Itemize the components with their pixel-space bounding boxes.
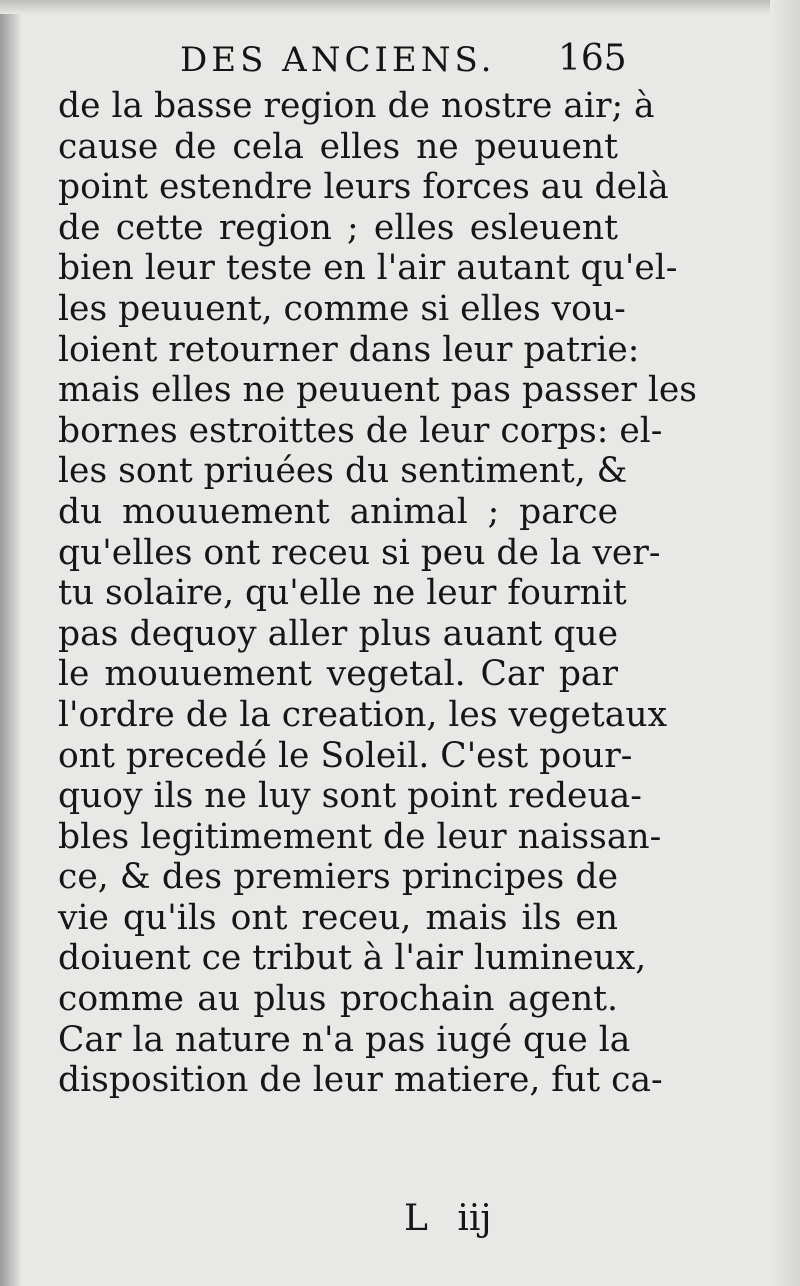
text-line: doiuent ce tribut à l'air lumineux, (58, 938, 647, 979)
text-line: point estendre leurs forces au delà (58, 167, 669, 208)
text-line: bles legitimement de leur naissan- (58, 816, 662, 857)
text-line: qu'elles ont receu si peu de la ver- (58, 532, 661, 573)
page-top-shadow (0, 0, 800, 14)
text-line: Car la nature n'a pas iugé que la (58, 1019, 631, 1060)
text-line: tu solaire, qu'elle ne leur fournit (58, 573, 627, 614)
text-line: bien leur teste en l'air autant qu'el- (58, 248, 678, 289)
text-line: le mouuement vegetal. Car par (58, 654, 618, 695)
text-line: de la basse region de nostre air; à (58, 86, 655, 126)
text-line: ce, & des premiers principes de (58, 857, 618, 898)
page-right-margin (770, 0, 800, 1286)
body-text (58, 86, 697, 1101)
text-line: loient retourner dans leur patrie: (58, 329, 640, 370)
text-line: bornes estroittes de leur corps: el- (58, 410, 663, 451)
page-gutter-shadow (0, 0, 22, 1286)
text-line: vie qu'ils ont receu, mais ils en (58, 897, 618, 938)
page-number: 165 (558, 38, 627, 79)
running-head: DES ANCIENS. (180, 40, 496, 80)
text-line: les sont priuées du sentiment, & (58, 451, 628, 492)
text-line: mais elles ne peuuent pas passer les (58, 370, 697, 411)
text-line: l'ordre de la creation, les vegetaux (58, 694, 668, 735)
text-line: les peuuent, comme si elles vou- (58, 288, 626, 329)
text-line: comme au plus prochain agent. (58, 979, 618, 1020)
text-line: pas dequoy aller plus auant que (58, 613, 618, 654)
text-line: ont precedé le Soleil. C'est pour- (58, 735, 633, 776)
text-line: de cette region ; elles esleuent (58, 207, 618, 248)
text-line: cause de cela elles ne peuuent (58, 126, 618, 167)
signature-mark: L iij (404, 1198, 492, 1239)
text-line: du mouuement animal ; parce (58, 491, 618, 532)
text-line: quoy ils ne luy sont point redeua- (58, 776, 642, 817)
text-line: disposition de leur matiere, fut ca- (58, 1060, 663, 1101)
